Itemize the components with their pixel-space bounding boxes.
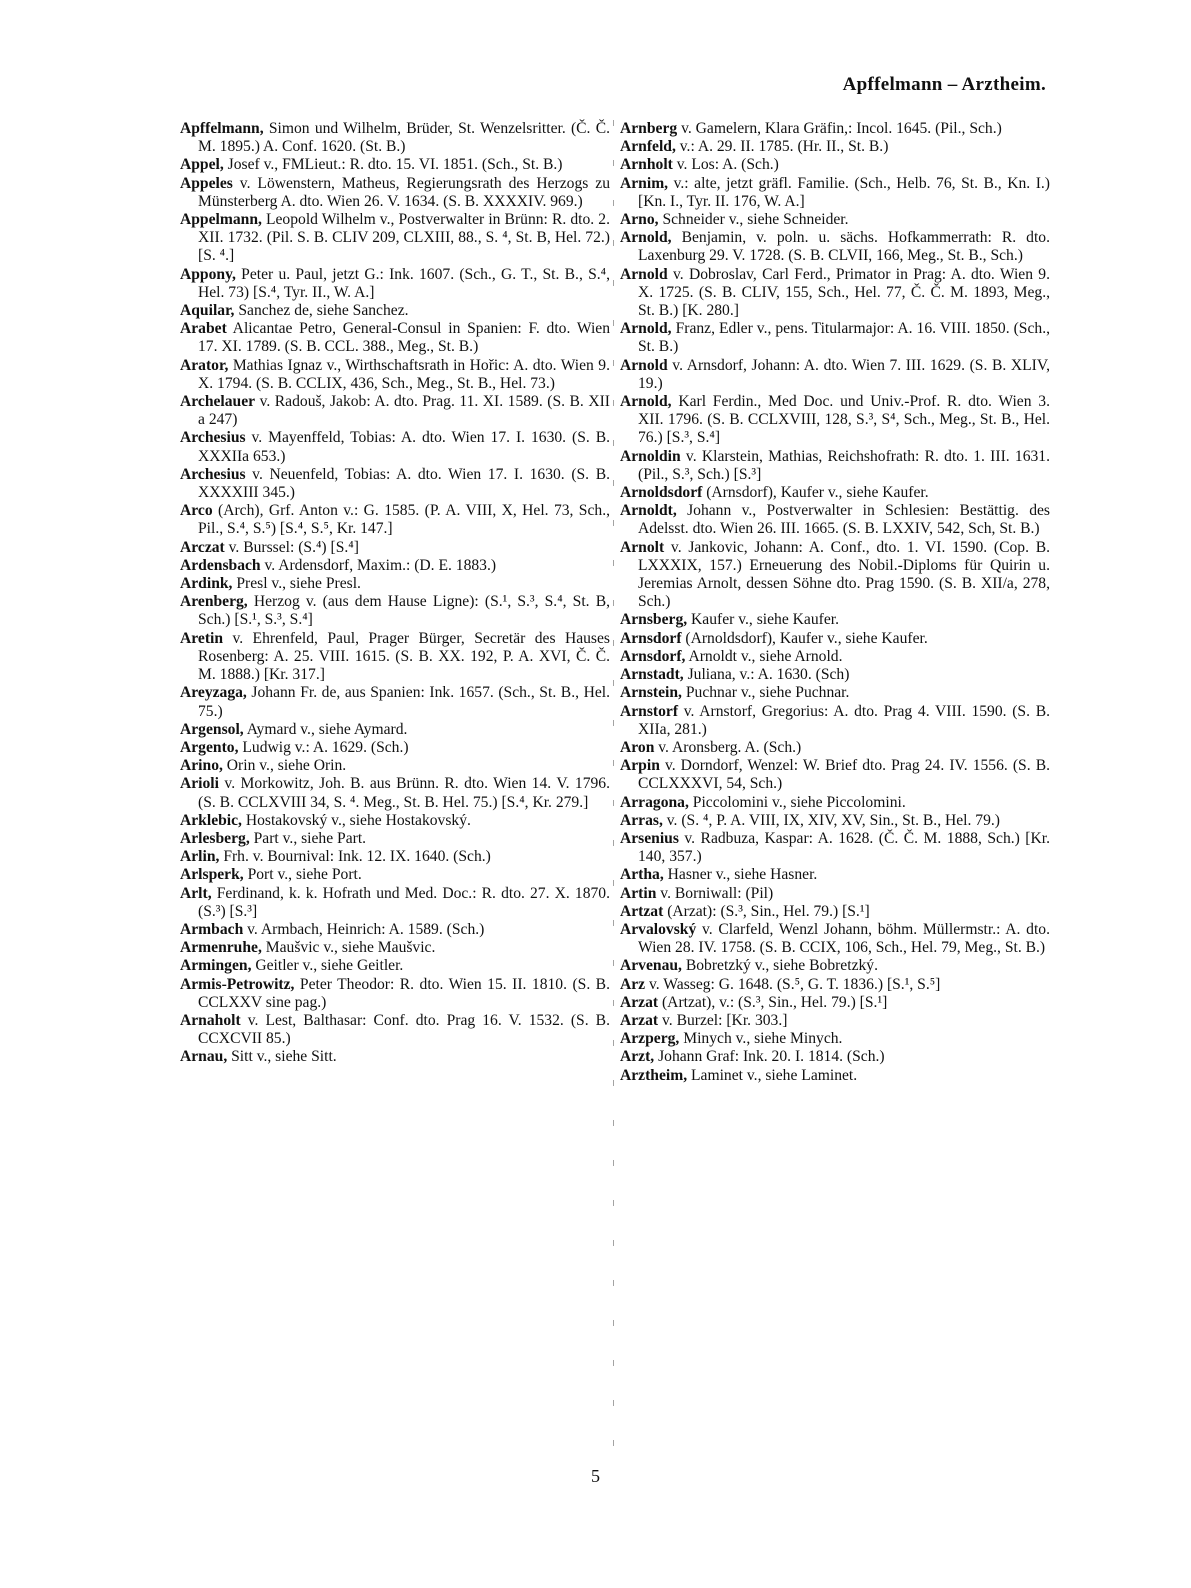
headword: Artzat — [620, 902, 664, 920]
entry — [620, 320, 1050, 356]
entry — [620, 921, 1050, 957]
headword: Arsenius — [620, 829, 679, 847]
entry — [620, 830, 1050, 866]
entry-text: v. Lest, Balthasar: Conf. dto. Prag 16. V. 1532. (S. B. CCXCVII 85.) — [198, 1011, 610, 1048]
entry — [180, 775, 610, 811]
headword: Arnfeld, — [620, 138, 676, 156]
entry-text: v. Löwenstern, Matheus, Regierungsrath des Herzogs zu Münsterberg A. dto. Wien 26. V. 1634. (S. B. XXXXIV. 969.) — [198, 174, 610, 210]
headword: Arzat — [620, 1011, 659, 1029]
entry-text: v. Radouš, Jakob: A. dto. Prag. 11. XI. 1589. (S. B. XII a 247) — [198, 393, 610, 429]
entry-text: Juliana, v.: A. 1630. (Sch) — [683, 666, 850, 684]
headword: Arnold — [620, 265, 668, 283]
headword: Arnoldin — [620, 447, 681, 465]
entry — [180, 593, 610, 629]
headword: Arnberg — [620, 120, 678, 137]
headword: Archesius — [180, 465, 246, 483]
headword: Arztheim, — [620, 1066, 688, 1084]
entry-text: Leopold Wilhelm v., Postverwalter in Brünn: R. dto. 2. XII. 1732. (Pil. S. B. CLIV 209, CLXIII, 88., S. ⁴, St. B, Hel. 72.) [S. ⁴.] — [198, 211, 610, 265]
headword: Arnoldt, — [620, 502, 677, 520]
entry — [620, 885, 1050, 903]
entry-text: v. Jankovic, Johann: A. Conf., dto. 1. VI. 1590. (Cop. B. LXXXIX, 157.) Erneuerung des Nobil.-Diploms für Quirin u. Jeremias Arnolt, dessen Söhne dto. Prag 1590. (S. B. XII/a, 278, Sch.) — [638, 538, 1050, 611]
entry — [620, 812, 1050, 830]
entry-text: v. Arnsdorf, Johann: A. dto. Wien 7. III. 1629. (S. B. XLIV, 19.) — [638, 356, 1050, 392]
running-head: Apffelmann – Arztheim. — [842, 74, 1046, 95]
entry — [180, 684, 610, 720]
entry — [180, 939, 610, 957]
entry-text: v. Armbach, Heinrich: A. 1589. (Sch.) — [243, 920, 485, 938]
headword: Arnolt — [620, 538, 665, 556]
headword: Arnold, — [620, 393, 672, 411]
entry — [180, 156, 610, 174]
headword: Arvenau, — [620, 957, 682, 975]
entry — [620, 156, 1050, 174]
entry-text: Bobretzký v., siehe Bobretzký. — [681, 957, 878, 975]
entry — [180, 630, 610, 685]
entry-text: v. Ehrenfeld, Paul, Prager Bürger, Secretär des Hauses Rosenberg: A. 25. VIII. 1615. (S. B. XX. 192, P. A. XVI, Č. Č. M. 1888.) [Kr. 317.] — [198, 629, 610, 684]
right-column — [620, 120, 1050, 1085]
entry-text: v. Wasseg: G. 1648. (S.⁵, G. T. 1836.) [S.¹, S.⁵] — [645, 975, 941, 993]
entry-text: Josef v., FMLieut.: R. dto. 15. VI. 1851. (Sch., St. B.) — [223, 156, 563, 174]
entry-text: v. Neuenfeld, Tobias: A. dto. Wien 17. I. 1630. (S. B. XXXXIII 345.) — [198, 465, 610, 502]
headword: Arnim, — [620, 174, 669, 192]
column-divider — [613, 120, 614, 1460]
entry-text: Orin v., siehe Orin. — [222, 757, 347, 775]
entry — [180, 302, 610, 320]
headword: Appony, — [180, 265, 236, 283]
headword: Archesius — [180, 429, 246, 447]
entry — [620, 448, 1050, 484]
headword: Aretin — [180, 629, 224, 647]
headword: Arvalovský — [620, 920, 697, 938]
entry — [620, 120, 1050, 138]
entry-text: Minych v., siehe Minych. — [679, 1030, 843, 1048]
entry-text: v. (S. ⁴, P. A. VIII, IX, XIV, XV, Sin., St. B., Hel. 79.) — [662, 811, 1000, 829]
entry-text: v. Los: A. (Sch.) — [672, 156, 779, 174]
entry — [620, 703, 1050, 739]
entry-text: Schneider v., siehe Schneider. — [658, 211, 849, 229]
entry — [620, 684, 1050, 702]
headword: Arlesberg, — [180, 829, 250, 847]
headword: Aron — [620, 738, 655, 756]
headword: Arzperg, — [620, 1030, 680, 1048]
entry — [620, 976, 1050, 994]
entry-text: Franz, Edler v., pens. Titularmajor: A. 16. VIII. 1850. (Sch., St. B.) — [638, 320, 1050, 356]
headword: Arno, — [620, 211, 659, 229]
headword: Arlsperk, — [180, 866, 244, 884]
entry — [180, 957, 610, 975]
entry — [620, 866, 1050, 884]
entry-text: Johann Graf: Ink. 20. I. 1814. (Sch.) — [654, 1048, 885, 1066]
entry — [620, 630, 1050, 648]
entry-text: Puchnar v., siehe Puchnar. — [681, 684, 850, 702]
entry — [620, 393, 1050, 448]
entry-text: Maušvic v., siehe Maušvic. — [261, 939, 436, 957]
entry — [620, 484, 1050, 502]
headword: Arczat — [180, 538, 225, 556]
headword: Arenberg, — [180, 593, 248, 611]
entry — [180, 739, 610, 757]
entry-text: v. Morkowitz, Joh. B. aus Brünn. R. dto. Wien 14. V. 1796. (S. B. CCLXVIII 34, S. ⁴. Meg., St. B. Hel. 75.) [S.⁴, Kr. 279.] — [198, 775, 610, 811]
entry — [180, 266, 610, 302]
entry-text: v. Dorndorf, Wenzel: W. Brief dto. Prag 24. IV. 1556. (S. B. CCLXXXVI, 54, Sch.) — [638, 757, 1050, 793]
headword: Arnstein, — [620, 684, 682, 702]
entry — [620, 757, 1050, 793]
entry — [620, 539, 1050, 612]
entry — [620, 1067, 1050, 1085]
entry-text: Johann v., Postverwalter in Schlesien: Bestättig. des Adelsst. dto. Wien 26. III. 1665. (S. B. LXXIV, 542, Sch, St. B.) — [638, 502, 1050, 538]
entry-text: Herzog v. (aus dem Hause Ligne): (S.¹, S.³, S.⁴, St. B, Sch.) [S.¹, S.³, S.⁴] — [198, 593, 610, 629]
entry-text: Peter u. Paul, jetzt G.: Ink. 1607. (Sch., G. T., St. B., S.⁴, Hel. 73) [S.⁴, Tyr. II., W. A.] — [198, 265, 610, 301]
entry-text: v. Mayenffeld, Tobias: A. dto. Wien 17. I. 1630. (S. B. XXXIIa 653.) — [198, 429, 610, 465]
entry — [180, 502, 610, 538]
entry — [180, 557, 610, 575]
entry — [180, 320, 610, 356]
entry-text: Johann Fr. de, aus Spanien: Ink. 1657. (Sch., St. B., Hel. 75.) — [198, 684, 610, 720]
entry-text: v. Burssel: (S.⁴) [S.⁴] — [224, 538, 359, 556]
entry — [180, 466, 610, 502]
entry — [180, 921, 610, 939]
entry — [180, 120, 610, 156]
entry-text: Ludwig v.: A. 1629. (Sch.) — [238, 738, 409, 756]
entry — [620, 502, 1050, 538]
headword: Arator, — [180, 356, 229, 374]
headword: Arnstorf — [620, 702, 679, 720]
entry — [620, 1012, 1050, 1030]
headword: Argensol, — [180, 720, 244, 738]
entry-text: v. Borniwall: (Pil) — [656, 884, 774, 902]
headword: Arnold, — [620, 320, 672, 338]
entry-text: v. Gamelern, Klara Gräfin,: Incol. 1645. (Pil., Sch.) — [677, 120, 1002, 137]
entry — [180, 1048, 610, 1066]
headword: Ardink, — [180, 575, 233, 593]
entry — [180, 830, 610, 848]
entry-text: v. Aronsberg. A. (Sch.) — [654, 738, 802, 756]
headword: Armis-Petrowitz, — [180, 975, 295, 993]
entry-text: v.: A. 29. II. 1785. (Hr. II., St. B.) — [675, 138, 889, 156]
headword: Arlin, — [180, 848, 220, 866]
headword: Arnstadt, — [620, 666, 684, 684]
entry-text: Presl v., siehe Presl. — [232, 575, 361, 593]
entry — [180, 866, 610, 884]
entry-text: (Arzat): (S.³, Sin., Hel. 79.) [S.¹] — [663, 902, 870, 920]
entry — [620, 175, 1050, 211]
entry — [180, 429, 610, 465]
entry-text: v. Radbuza, Kaspar: A. 1628. (Č. Č. M. 1888, Sch.) [Kr. 140, 357.) — [638, 829, 1050, 866]
entry-text: v. Clarfeld, Wenzl Johann, böhm. Müllermstr.: A. dto. Wien 28. IV. 1758. (S. B. CCIX, 106, Sch., Hel. 79, Meg., St. B.) — [638, 920, 1050, 957]
entry — [620, 794, 1050, 812]
entry — [180, 721, 610, 739]
entry-text: Alicantae Petro, General-Consul in Spanien: F. dto. Wien 17. XI. 1789. (S. B. CCL. 388., Meg., St. B.) — [198, 320, 610, 356]
entry — [620, 648, 1050, 666]
entry-text: Hasner v., siehe Hasner. — [663, 866, 818, 884]
entry-text: Port v., siehe Port. — [243, 866, 362, 884]
page-number: 5 — [591, 1466, 600, 1486]
entry-text: Sitt v., siehe Sitt. — [227, 1048, 337, 1066]
headword: Arino, — [180, 757, 223, 775]
headword: Arz — [620, 975, 646, 993]
entry — [180, 976, 610, 1012]
entry-text: Ferdinand, k. k. Hofrath und Med. Doc.: R. dto. 27. X. 1870. (S.³) [S.³] — [198, 884, 610, 920]
headword: Arnsberg, — [620, 611, 688, 629]
entry — [620, 138, 1050, 156]
headword: Arnaholt — [180, 1011, 241, 1029]
headword: Arnold — [620, 356, 668, 374]
entry-text: v. Klarstein, Mathias, Reichshofrath: R. dto. 1. III. 1631. (Pil., S.³, Sch.) [S.³] — [638, 447, 1050, 483]
entry — [180, 848, 610, 866]
headword: Archelauer — [180, 393, 256, 411]
headword: Armbach — [180, 920, 244, 938]
entry-text: Kaufer v., siehe Kaufer. — [687, 611, 839, 629]
headword: Ardensbach — [180, 556, 261, 574]
entry-text: Aymard v., siehe Aymard. — [243, 720, 408, 738]
headword: Aquilar, — [180, 302, 235, 320]
entry-text: Sanchez de, siehe Sanchez. — [234, 302, 409, 320]
entry — [180, 1012, 610, 1048]
headword: Appeles — [180, 174, 233, 192]
entry-text: Karl Ferdin., Med Doc. und Univ.-Prof. R. dto. Wien 3. XII. 1796. (S. B. CCLXVIII, 128, S.³, S⁴, Sch., Meg., St. B., Hel. 76.) [S.³, S.⁴] — [638, 393, 1050, 447]
entry-text: Mathias Ignaz v., Wirthschaftsrath in Hořic: A. dto. Wien 9. X. 1794. (S. B. CCLIX, 436, Sch., Meg., St. B., Hel. 73.) — [198, 356, 610, 392]
entry — [620, 229, 1050, 265]
entry-text: (Arnoldsdorf), Kaufer v., siehe Kaufer. — [681, 629, 928, 647]
entry-text: Geitler v., siehe Geitler. — [251, 957, 404, 975]
entry-text: Piccolomini v., siehe Piccolomini. — [688, 793, 906, 811]
headword: Arnsdorf — [620, 629, 682, 647]
entry — [620, 611, 1050, 629]
entry — [620, 957, 1050, 975]
entry — [620, 739, 1050, 757]
headword: Arpin — [620, 757, 660, 775]
left-column — [180, 120, 610, 1067]
entry-text: v. Dobroslav, Carl Ferd., Primator in Prag: A. dto. Wien 9. X. 1725. (S. B. CLIV, 155, Sch., Hel. 77, Č. Č. M. 1893, Meg., St. B.) [K. 280.] — [638, 265, 1050, 320]
headword: Armenruhe, — [180, 939, 262, 957]
entry — [180, 757, 610, 775]
entry-text: Arnoldt v., siehe Arnold. — [685, 647, 843, 665]
entry-text: (Artzat), v.: (S.³, Sin., Hel. 79.) [S.¹] — [658, 993, 888, 1011]
entry-text: v.: alte, jetzt gräfl. Familie. (Sch., Helb. 76, St. B., Kn. I.) [Kn. I., Tyr. II. 176, W. A.] — [638, 174, 1050, 210]
entry — [180, 539, 610, 557]
entry — [180, 812, 610, 830]
headword: Arnold, — [620, 229, 672, 247]
headword: Apffelmann, — [180, 120, 264, 137]
entry-text: (Arch), Grf. Anton v.: G. 1585. (P. A. VIII, X, Hel. 73, Sch., Pil., S.⁴, S.⁵) [S.⁴, S.⁵, Kr. 147.] — [198, 502, 610, 538]
entry — [180, 575, 610, 593]
entry-text: v. Ardensdorf, Maxim.: (D. E. 1883.) — [260, 556, 497, 574]
headword: Arlt, — [180, 884, 212, 902]
headword: Arioli — [180, 775, 219, 793]
headword: Appelmann, — [180, 211, 262, 229]
headword: Arnoldsdorf — [620, 484, 703, 502]
entry-text: Frh. v. Bournival: Ink. 12. IX. 1640. (Sch.) — [219, 848, 491, 866]
headword: Arklebic, — [180, 811, 242, 829]
headword: Arragona, — [620, 793, 689, 811]
entry — [620, 994, 1050, 1012]
entry — [180, 393, 610, 429]
headword: Artha, — [620, 866, 664, 884]
headword: Arnsdorf, — [620, 647, 686, 665]
headword: Arco — [180, 502, 213, 520]
entry — [620, 266, 1050, 321]
headword: Arzt, — [620, 1048, 655, 1066]
entry — [180, 885, 610, 921]
headword: Arnholt — [620, 156, 673, 174]
entry — [620, 1048, 1050, 1066]
entry — [620, 666, 1050, 684]
entry — [180, 211, 610, 266]
entry — [180, 357, 610, 393]
entry-text: Simon und Wilhelm, Brüder, St. Wenzelsritter. (Č. Č. M. 1895.) A. Conf. 1620. (St. B.) — [198, 120, 610, 156]
entry-text: v. Arnstorf, Gregorius: A. dto. Prag 4. VIII. 1590. (S. B. XIIa, 281.) — [638, 702, 1050, 738]
headword: Artin — [620, 884, 657, 902]
headword: Areyzaga, — [180, 684, 247, 702]
entry-text: Laminet v., siehe Laminet. — [687, 1066, 858, 1084]
entry-text: (Arnsdorf), Kaufer v., siehe Kaufer. — [702, 484, 929, 502]
entry — [180, 175, 610, 211]
headword: Armingen, — [180, 957, 252, 975]
headword: Argento, — [180, 738, 239, 756]
entry-text: v. Burzel: [Kr. 303.] — [658, 1011, 788, 1029]
headword: Arnau, — [180, 1048, 228, 1066]
entry-text: Benjamin, v. poln. u. sächs. Hofkammerrath: R. dto. Laxenburg 29. V. 1728. (S. B. CLVII, 166, Meg., St. B., Sch.) — [638, 229, 1050, 265]
headword: Arabet — [180, 320, 227, 338]
entry-text: Peter Theodor: R. dto. Wien 15. II. 1810. (S. B. CCLXXV sine pag.) — [198, 975, 610, 1011]
entry-text: Part v., siehe Part. — [249, 829, 367, 847]
headword: Arzat — [620, 993, 659, 1011]
entry-text: Hostakovský v., siehe Hostakovský. — [241, 811, 471, 829]
headword: Appel, — [180, 156, 224, 174]
headword: Arras, — [620, 811, 663, 829]
entry — [620, 903, 1050, 921]
entry — [620, 357, 1050, 393]
entry — [620, 1030, 1050, 1048]
entry — [620, 211, 1050, 229]
